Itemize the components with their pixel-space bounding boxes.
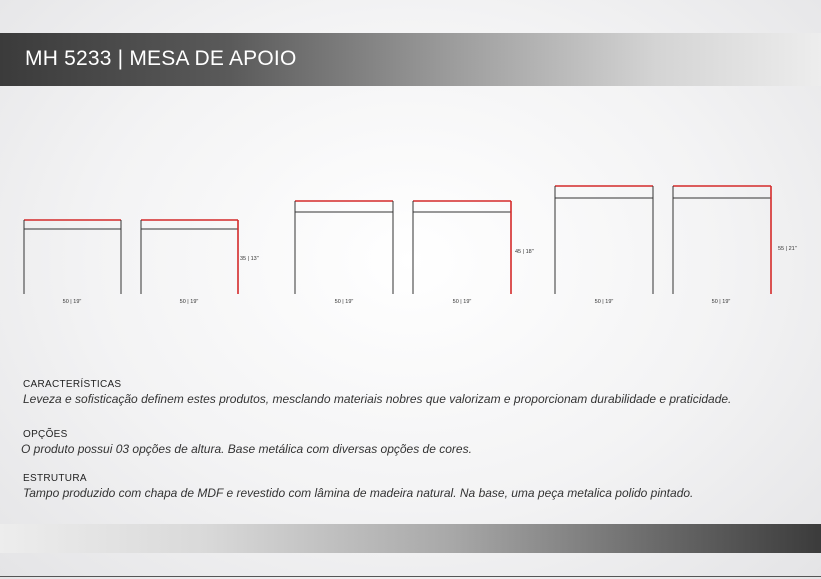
table-front-view — [295, 201, 393, 305]
table-front-view — [24, 220, 121, 305]
section-heading: CARACTERÍSTICAS — [23, 379, 122, 390]
table-front-view — [555, 186, 653, 305]
width-label: 50 | 19" — [179, 299, 199, 305]
table-side-view — [413, 201, 534, 305]
section-heading: OPÇÕES — [23, 429, 68, 440]
section-opcoes — [23, 429, 813, 456]
page-title: MH 5233 | MESA DE APOIO — [25, 47, 297, 70]
table-side-view — [141, 220, 259, 305]
width-label: 50 | 19" — [62, 299, 82, 305]
width-label: 50 | 19" — [711, 299, 731, 305]
section-heading: ESTRUTURA — [23, 473, 87, 484]
height-label: 45 | 18" — [515, 249, 534, 255]
footer-bar — [0, 524, 821, 553]
drawing-35cm — [24, 220, 259, 305]
section-text: Leveza e sofisticação definem estes produtos, mesclando materiais nobres que valorizam e proporcionam durabilidade e praticidade. — [23, 392, 732, 406]
drawing-45cm — [295, 201, 534, 305]
width-label: 50 | 19" — [452, 299, 472, 305]
width-label: 50 | 19" — [334, 299, 354, 305]
section-caracteristicas — [23, 379, 813, 406]
section-text: O produto possui 03 opções de altura. Base metálica com diversas opções de cores. — [21, 442, 472, 456]
section-estrutura — [23, 473, 813, 500]
drawing-55cm — [555, 186, 797, 305]
table-side-view — [673, 186, 797, 305]
height-label: 55 | 21" — [778, 246, 797, 252]
width-label: 50 | 19" — [594, 299, 614, 305]
section-text: Tampo produzido com chapa de MDF e revestido com lâmina de madeira natural. Na base, uma peça metalica polido pintado. — [23, 486, 694, 500]
bottom-divider — [0, 576, 821, 577]
height-label: 35 | 13" — [240, 256, 259, 262]
